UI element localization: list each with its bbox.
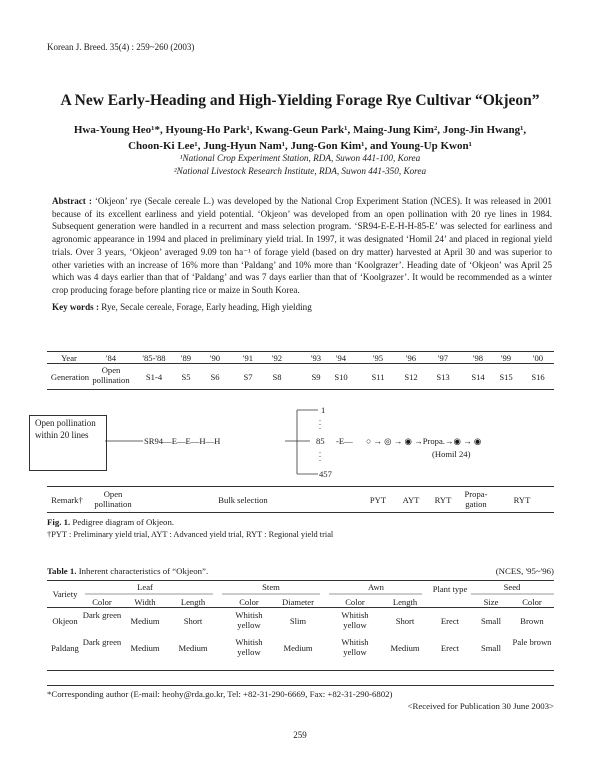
received-date: <Received for Publication 30 June 2003> [407, 701, 554, 711]
generation-cell: S1-4 [145, 372, 163, 382]
table-cell: Short [183, 616, 203, 626]
generation-cell: S6 [210, 372, 220, 382]
box-text: Open pollination within 20 lines [35, 418, 96, 440]
table-cell: Erect [440, 643, 460, 653]
table-cell: Whitish yellow [235, 610, 263, 630]
year-cell: '99 [500, 353, 512, 363]
affiliation-1: ¹National Crop Experiment Station, RDA, Suwon 441-100, Korea [179, 153, 421, 163]
header-plant-type: Plant type [432, 584, 468, 594]
abstract-label: Abstract : [52, 196, 92, 206]
table-cell: Dark green [82, 637, 122, 647]
table-source: (NCES, '95~'96) [495, 566, 554, 576]
journal-citation: Korean J. Breed. 35(4) : 259~260 (2003) [47, 42, 195, 52]
generation-cell: S9 [311, 372, 321, 382]
selection-chain: SR94—E—E—H—H [144, 436, 221, 446]
table-cell: Small [480, 616, 502, 626]
subheader-cell: Width [134, 597, 156, 607]
footnote-rule [47, 685, 554, 686]
keywords-label: Key words : [52, 302, 99, 312]
generation-cell: S13 [436, 372, 450, 382]
subheader-cell: Diameter [282, 597, 314, 607]
homil-label: (Homil 24) [432, 449, 471, 459]
affiliation-2: ²National Livestock Research Institute, RDA, Suwon 441-350, Korea [173, 166, 427, 176]
table-cell: Medium [130, 616, 160, 626]
generation-cell: S12 [404, 372, 418, 382]
generation-cell: S15 [499, 372, 513, 382]
table-cell: Paldang [51, 643, 79, 653]
generation-cell: S5 [181, 372, 191, 382]
abstract-text: ‘Okjeon’ rye (Secale cereale L.) was developed by the National Crop Experiment Station (NCES). It was released in 2001 because of its excellent earliness and yield potential. ‘Okjeon’ was developed from an open pollination with 20 rye lines in 1984. Subsequent generation were handled in a recurrent and mass selection program. ‘SR94-E-E-H-H-85-E’ was selected for earliness and agronomic appearance in 1994 and placed in preliminary yield trial. In 1997, it was designated ‘Homil 24’ and placed in regional yield trials. Over 3 years, ‘Okjeon’ averaged 9.09 ton ha⁻¹ of forage yield (based on dry matter) harvested at April 30 and was superior to other varieties with an increase of 16% more than ‘Paldang’ and 10% more than ‘Koolgrazer’. Heading date of ‘Okjeon’ was April 25 which was 4 days earlier than that of ‘Paldang’ and was 7 days earlier than that of ‘Koolgrazer’. It would be recommended as a winter crop producing forage before planting rice or maize in South Korea. [52, 196, 552, 295]
table-cell: Dark green [82, 610, 122, 620]
table-cell: Brown [520, 616, 544, 626]
subheader-cell: Length [180, 597, 206, 607]
authors-line-1: Hwa-Young Heo¹*, Hyoung-Ho Park¹, Kwang-Geun Park¹, Maing-Jung Kim², Jong-Jin Hwang¹, [73, 124, 527, 136]
year-cell: '95 [372, 353, 384, 363]
table-cell: Slim [289, 616, 307, 626]
year-label: Year [61, 353, 77, 363]
header-awn: Awn [368, 582, 384, 592]
figure-caption-text: Pedigree diagram of Okjeon. [72, 517, 175, 527]
year-cell: '98 [472, 353, 484, 363]
corresponding-author: *Corresponding author (E-mail: heohy@rda.go.kr, Tel: +82-31-290-6669, Fax: +82-31-290-6802) [47, 689, 393, 699]
subheader-cell: Color [239, 597, 259, 607]
authors-line-2: Choon-Ki Lee¹, Jung-Hyun Nam¹, Jung-Gon Kim¹, and Young-Up Kwon¹ [128, 140, 472, 152]
year-cell: '96 [405, 353, 417, 363]
generation-cell: S11 [371, 372, 385, 382]
table-cell: Short [395, 616, 415, 626]
year-cell: '94 [335, 353, 347, 363]
page-number: 259 [293, 730, 307, 740]
remark-cell: Propa-gation [464, 489, 488, 509]
table-caption-label: Table 1. [47, 566, 77, 576]
table-cell: Whitish yellow [341, 610, 369, 630]
generation-cell: S7 [243, 372, 253, 382]
header-stem: Stem [262, 582, 280, 592]
table-cell: Medium [178, 643, 208, 653]
branch-bottom: 457 [319, 469, 332, 479]
table-cell: Whitish yellow [235, 637, 263, 657]
branch-mid: 85 [316, 436, 325, 446]
year-cell: '00 [532, 353, 544, 363]
remark-cell: Bulk selection [218, 495, 268, 505]
table-cell: Erect [440, 616, 460, 626]
year-cell: '91 [242, 353, 254, 363]
subheader-cell: Color [345, 597, 365, 607]
after-branch: -E— [336, 436, 353, 446]
table-cell: Medium [283, 643, 313, 653]
remark-cell: Open pollination [94, 489, 132, 509]
generation-cell: S14 [471, 372, 485, 382]
subheader-cell: Size [483, 597, 499, 607]
year-cell: '85-'88 [142, 353, 166, 363]
remark-cell: AYT [402, 495, 420, 505]
figure-caption-label: Fig. 1. [47, 517, 71, 527]
branch-top: 1 [321, 405, 326, 415]
generation-cell: Open pollination [92, 365, 130, 385]
table-cell: Medium [130, 643, 160, 653]
keywords-text: Rye, Secale cereale, Forage, Early heading, High yielding [101, 302, 312, 312]
subheader-cell: Length [392, 597, 418, 607]
table-cell: Small [480, 643, 502, 653]
trial-symbols: ○ → ◎ → ◉ →Propa.→◉ → ◉ [366, 436, 482, 446]
year-cell: '90 [209, 353, 221, 363]
header-variety: Variety [52, 589, 78, 599]
paper-title: A New Early-Heading and High-Yielding Forage Rye Cultivar “Okjeon” [60, 92, 540, 109]
remark-cell: RYT [434, 495, 452, 505]
year-cell: '97 [437, 353, 449, 363]
generation-cell: S8 [272, 372, 282, 382]
header-seed: Seed [503, 582, 521, 592]
table-cell: Whitish yellow [341, 637, 369, 657]
table-cell: Medium [390, 643, 420, 653]
generation-label: Generation [50, 372, 90, 382]
year-cell: '84 [105, 353, 117, 363]
year-cell: '92 [271, 353, 283, 363]
table-caption-text: Inherent characteristics of “Okjeon”. [78, 566, 209, 576]
remark-label: Remark† [51, 495, 83, 505]
table-cell: Pale brown [512, 637, 552, 647]
generation-cell: S16 [531, 372, 545, 382]
figure-note: †PYT : Preliminary yield trial, AYT : Advanced yield trial, RYT : Regional yield trial [47, 530, 334, 539]
header-leaf: Leaf [137, 582, 153, 592]
subheader-cell: Color [92, 597, 112, 607]
subheader-cell: Color [522, 597, 542, 607]
table-cell: Okjeon [52, 616, 78, 626]
year-cell: '89 [180, 353, 192, 363]
remark-cell: PYT [369, 495, 387, 505]
generation-cell: S10 [334, 372, 348, 382]
year-cell: '93 [310, 353, 322, 363]
remark-cell: RYT [513, 495, 531, 505]
